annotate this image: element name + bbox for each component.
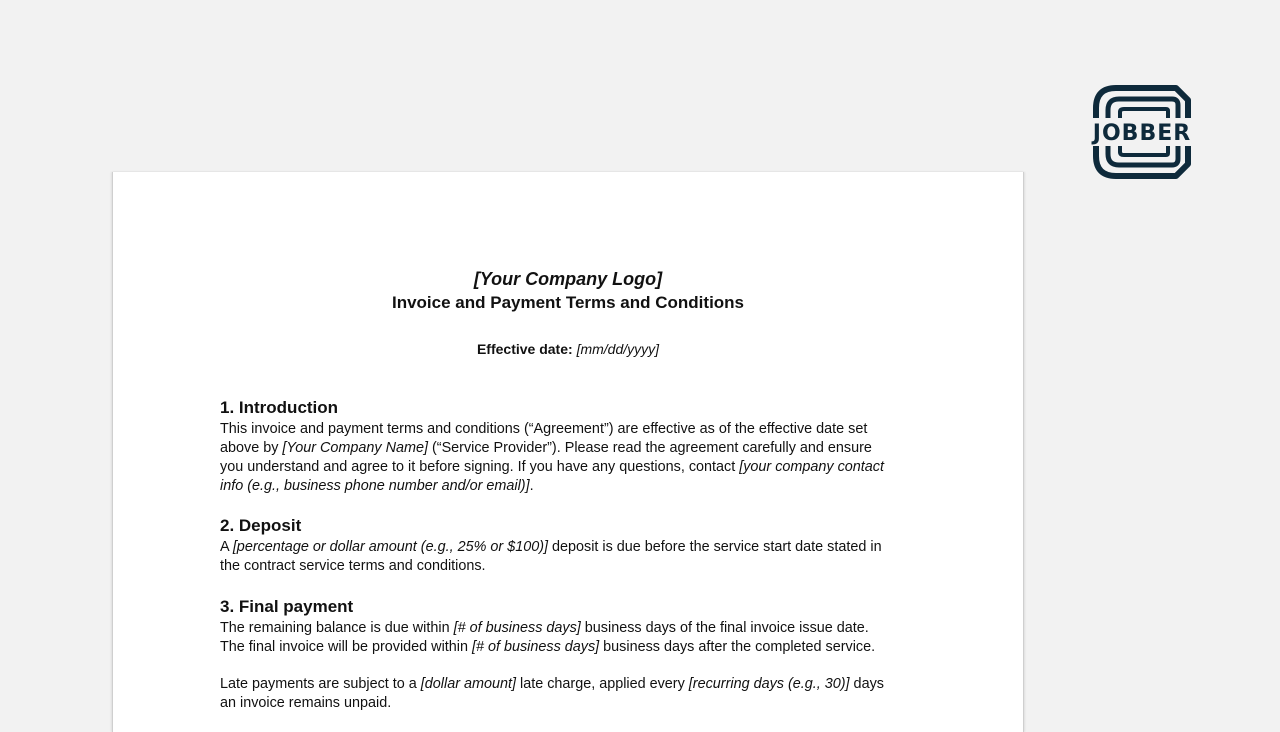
effective-date-label: Effective date: — [476, 341, 573, 357]
placeholder-business-days: [# of business days] — [453, 620, 581, 636]
jobber-logo-mark — [1084, 82, 1200, 182]
paragraph-line: The final invoice will be provided within [# of business days] business days after the completed service. — [220, 639, 876, 655]
placeholder-business-days: [# of business days] — [471, 639, 600, 655]
section-paragraph-deposit — [220, 538, 920, 576]
section-paragraph-late-payments — [220, 675, 920, 713]
paragraph-line: This invoice and payment terms and conditions (“Agreement”) are effective as of the effective date set — [220, 421, 868, 437]
section-heading-deposit: 2. Deposit — [220, 516, 302, 535]
effective-date — [113, 340, 1023, 358]
company-logo-placeholder: [Your Company Logo] — [473, 269, 663, 289]
placeholder-contact-info: [your company contact — [739, 459, 884, 475]
document-page — [112, 172, 1024, 732]
section-heading-introduction: 1. Introduction — [220, 398, 339, 417]
placeholder-contact-info-cont: info (e.g., business phone number and/or email)] — [220, 478, 530, 494]
section-paragraph-introduction — [220, 420, 920, 496]
paragraph-line: A [percentage or dollar amount (e.g., 25% or $100)] deposit is due before the service start date stated in — [220, 539, 882, 555]
placeholder-company-name: [Your Company Name] — [282, 440, 428, 456]
paragraph-line: above by [Your Company Name] (“Service Provider”). Please read the agreement carefully and ensure — [220, 440, 872, 456]
section-paragraph-final-payment — [220, 619, 920, 657]
paragraph-line: the contract service terms and conditions. — [220, 558, 486, 574]
placeholder-recurring-days: [recurring days (e.g., 30)] — [688, 676, 850, 692]
paragraph-line: an invoice remains unpaid. — [220, 695, 392, 711]
placeholder-dollar-amount: [dollar amount] — [420, 676, 516, 692]
jobber-logo-text: JOBBER — [1092, 121, 1192, 146]
paragraph-line: The remaining balance is due within [# of business days] business days of the final invoice issue date. — [220, 620, 869, 636]
document-title: Invoice and Payment Terms and Conditions — [391, 293, 745, 312]
jobber-logo — [1084, 82, 1200, 182]
paragraph-line: Late payments are subject to a [dollar amount] late charge, applied every [recurring days (e.g., 30)] days — [220, 676, 884, 692]
placeholder-deposit-amount: [percentage or dollar amount (e.g., 25% or $100)] — [232, 539, 548, 555]
paragraph-line: you understand and agree to it before signing. If you have any questions, contact [your company contact — [220, 459, 884, 475]
effective-date-value: [mm/dd/yyyy] — [576, 341, 660, 357]
section-heading-final-payment: 3. Final payment — [220, 597, 354, 616]
paragraph-line: info (e.g., business phone number and/or email)]. — [220, 478, 534, 494]
